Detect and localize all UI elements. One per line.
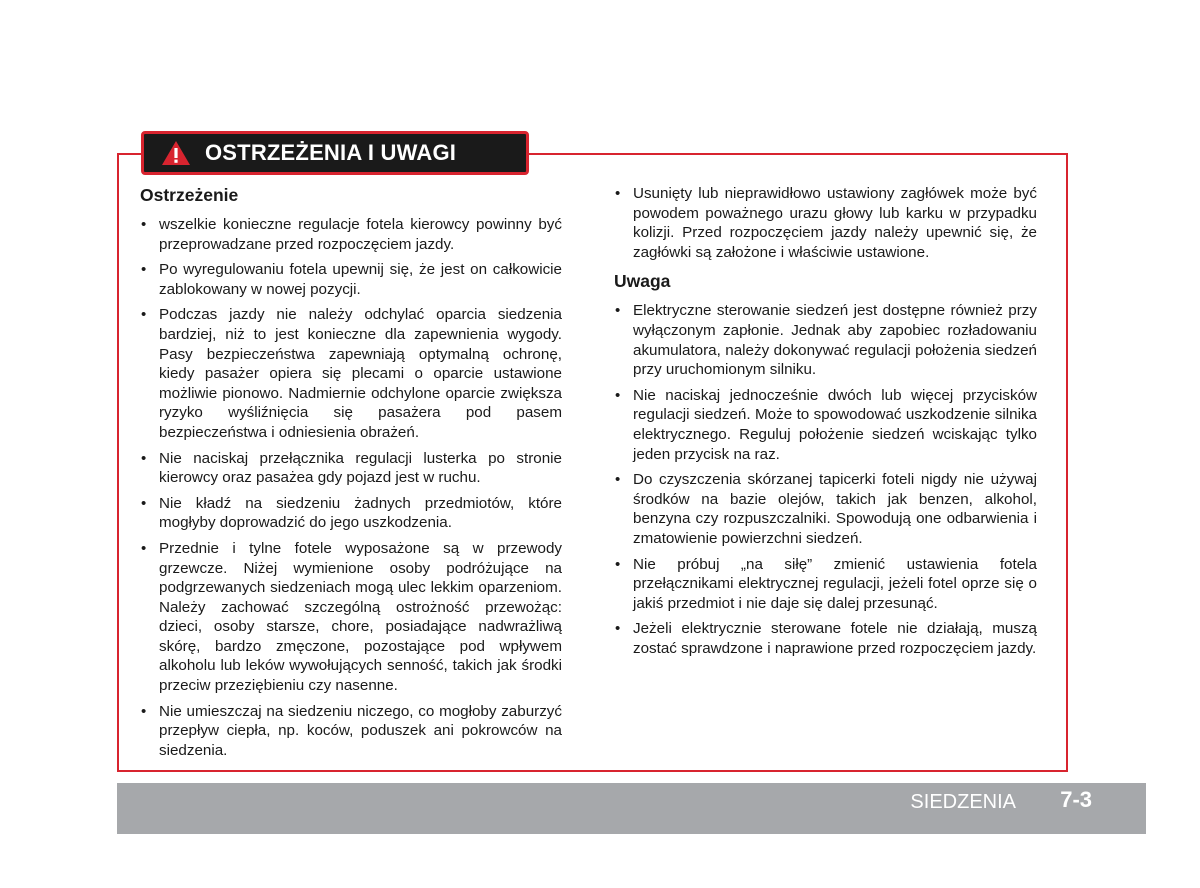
list-item [614,184,1037,262]
left-column [140,183,562,766]
warning-heading: Ostrzeżenie [140,185,239,205]
caution-heading: Uwaga [614,271,671,292]
list-item-text: • Usunięty lub nieprawidłowo ustawiony zagłówek może być powodem poważnego urazu głowy lub karku w przypadku kolizji. Przed rozpoczęciem jazdy należy upewnić się, że zagłówki są założone i właściwie ustawione. [633,185,1037,261]
list-item-text: • Elektryczne sterowanie siedzeń jest dostępne również przy wyłączonym zapłonie. Jednak aby zapobiec rozładowaniu akumulatora, należy dokonywać regulacji położenia siedzeń przy uruchomionym silniku. [633,302,1037,379]
list-item-text: • Nie kładź na siedzeniu żadnych przedmiotów, które mogłyby doprowadzić do jego uszkodzenia. [159,494,562,532]
list-item [614,470,1037,548]
list-item-text: • Po wyregulowaniu fotela upewnij się, że jest on całkowicie zablokowany w nowej pozycji. [159,261,562,298]
list-item [140,449,562,488]
footer-section-title: SIEDZENIA [910,791,1016,813]
page-title: OSTRZEŻENIA I UWAGI [205,140,457,165]
list-item-text: • Podczas jazdy nie należy odchylać oparcia siedzenia bardziej, niż to jest konieczne dla zapewnienia wygody. Pasy bezpieczeństwa zapewniają optymalną ochronę, kiedy pasażer opiera się plecami o oparcie ustawione możliwie pionowo. Nadmiernie odchylone oparcie zwiększa ryzyko wyśliźnięcia się pasażera pod pasem bezpieczeństwa i odniesienia obrażeń. [159,306,562,441]
list-item [140,702,562,761]
list-item-text: • wszelkie konieczne regulacje fotela kierowcy powinny być przeprowadzane przed rozpoczęciem jazdy. [159,216,562,253]
warning-list-continued [614,184,1037,262]
caution-list [614,301,1037,658]
list-item-text: • Nie próbuj „na siłę” zmienić ustawienia fotela przełącznikami elektrycznej regulacji, jeżeli fotel oprze się o jakiś przedmiot i nie daje się dalej przesunąć. [633,555,1037,612]
section-header [141,131,529,175]
list-item [614,301,1037,379]
list-item-text: • Nie naciskaj przełącznika regulacji lusterka po stronie kierowcy oraz pasażea gdy pojazd jest w ruchu. [159,449,562,487]
list-item [614,555,1037,614]
list-item-text: • Nie naciskaj jednocześnie dwóch lub więcej przycisków regulacji siedzeń. Może to spowodować uszkodzenie silnika elektrycznego. Reguluj położenie siedzeń wciskając tylko jeden przycisk na raz. [633,386,1037,463]
warning-list [140,215,562,760]
list-item [140,260,562,299]
warning-triangle-icon [161,140,191,166]
list-item [140,215,562,254]
page-number: 7-3 [1060,787,1092,812]
list-item [140,494,562,533]
list-item [140,539,562,696]
list-item [614,619,1037,658]
list-item-text: • Jeżeli elektrycznie sterowane fotele nie działają, muszą zostać sprawdzone i naprawione przed rozpoczęciem jazdy. [633,620,1037,657]
list-item-text: • Do czyszczenia skórzanej tapicerki foteli nigdy nie używaj środków na bazie olejów, takich jak benzen, alkohol, benzyna czy rozpuszczalniki. Spowodują one odbarwienia i zmatowienie powierzchni siedzeń. [633,471,1037,547]
footer-bar [117,783,1146,834]
list-item [140,305,562,442]
list-item [614,386,1037,464]
list-item-text: • Przednie i tylne fotele wyposażone są w przewody grzewcze. Niżej wymienione osoby podróżujące na podgrzewanych siedzeniach mogą ulec lekkim oparzeniom. Należy zachować szczególną ostrożność przewożąc: dzieci, osoby starsze, chore, posiadające nadwrażliwą skórę, bardzo zmęczone, pozostające pod wpływem alkoholu lub leków wywołujących senność, takich jak środki przeciw przeziębieniu czy nasenne. [159,539,562,695]
right-column [614,184,1037,664]
list-item-text: • Nie umieszczaj na siedzeniu niczego, co mogłoby zaburzyć przepływ ciepła, np. koców, poduszek ani pokrowców na siedzenia. [159,702,562,759]
